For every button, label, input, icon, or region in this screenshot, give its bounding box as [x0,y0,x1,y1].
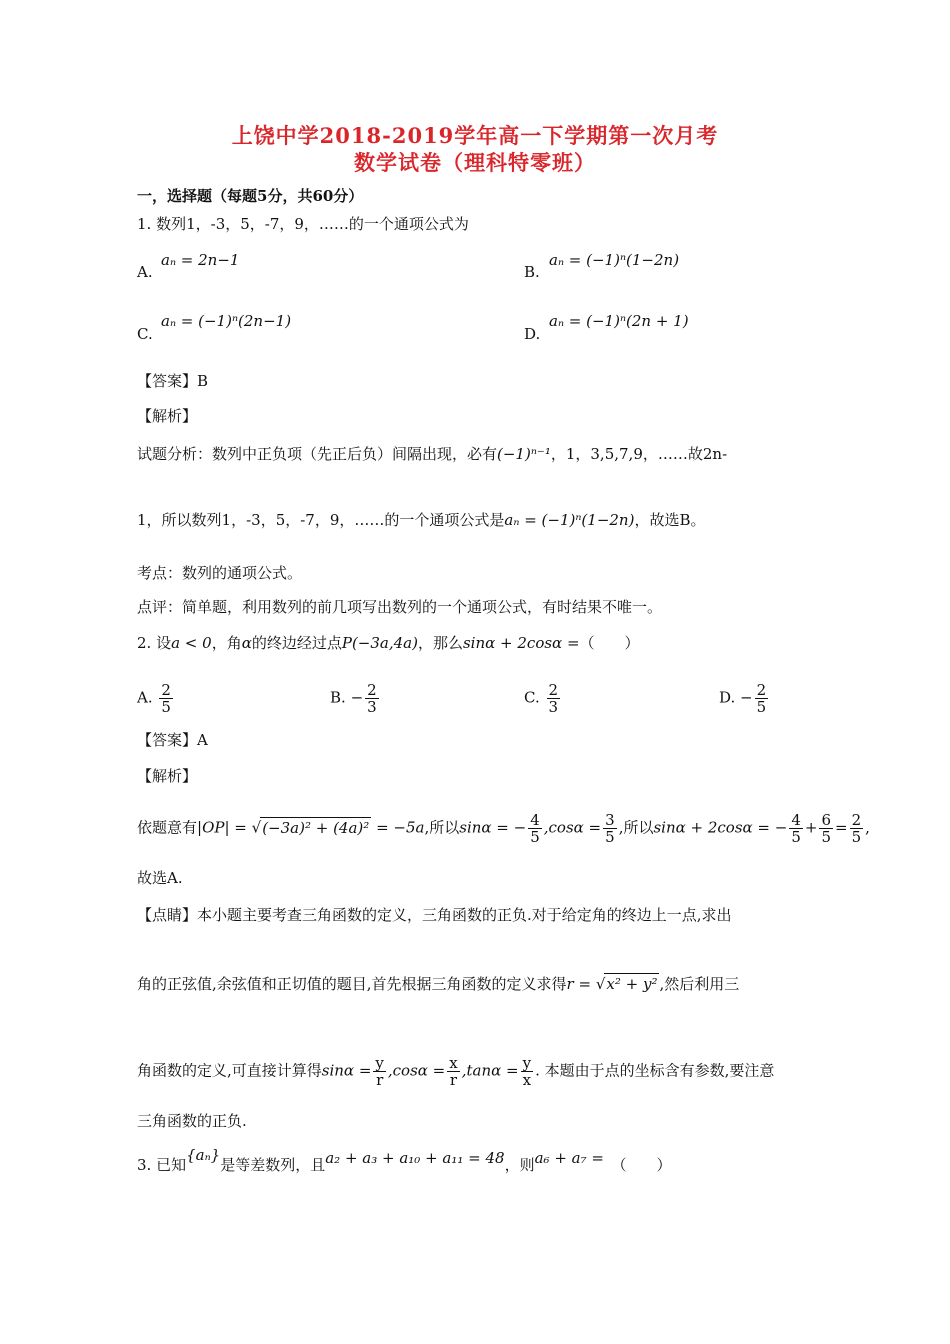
q1-analysis-1a: 试题分析：数列中正负项（先正后负）间隔出现，必有 [137,445,498,463]
q2-dianjing-line-2: 角的正弦值,余弦值和正切值的题目,首先根据三角函数的定义求得r = √x² + y² ,然后利用三 [137,975,740,993]
q2-dj3-frac-2 [447,1055,459,1088]
q1-kaodian: 考点：数列的通项公式。 [137,564,303,582]
denominator: r [376,1071,384,1089]
q3-stem-math-3: a₆ + a₇ = [534,1149,604,1167]
q2-guxuan: 故选A. [137,869,183,887]
denominator: 5 [821,828,832,846]
denominator: 5 [605,828,615,846]
numerator: 2 [367,681,377,699]
q2-dj3-frac-3 [521,1055,533,1088]
numerator: y [375,1054,384,1072]
q2-option-c-label: C. [524,688,540,707]
q3-stem-2: 是等差数列，且 [220,1156,326,1174]
q2-frac-1 [528,812,542,845]
numerator: 4 [791,811,801,829]
q1-stem: 1. 数列1，-3，5，-7，9，……的一个通项公式为 [137,215,469,233]
q1-analysis-line-2 [137,510,705,530]
q2-option-d: D. − $\frac{2}{5}$ [719,681,767,716]
q2-stem-3: 的终边经过点 [251,634,342,652]
denominator: 5 [791,828,801,846]
q2-frac-5 [850,812,864,845]
q2-dj3-frac-1 [373,1055,385,1088]
q3-stem-4: （ ） [618,1156,672,1174]
q2-option-a-fraction [159,682,173,715]
denominator: 5 [161,698,171,716]
q2-option-b: B. − $\frac{2}{3}$ [330,681,377,716]
denominator: 5 [851,828,862,846]
q2-option-d-label: D. [719,688,736,707]
denominator: 3 [367,698,377,716]
denominator: x [522,1071,532,1089]
denominator: 5 [756,698,767,716]
q3-stem [137,1146,672,1175]
q2-cos-math: ,cosα = [543,818,602,837]
q2-answer: 【答案】A [137,731,208,749]
q3-stem-3: ，则 [504,1156,535,1174]
q2-analysis-line-1: 依题意有|OP| = √(−3a)² + (4a)² = −5a,所以sinα = − $\frac{4}{5}$ ,cosα = $\frac{3}{5}$ ,所以sinα + 2cosα = − $\frac{4}{5}$ + $\frac{6}{5}$ = $\frac{2}{5}$ , [137,811,870,846]
q1-analysis-2a: 1，所以数列1，-3，5，-7，9，……的一个通项公式是 [137,511,505,529]
numerator: 2 [756,681,767,699]
q2-frac-3 [789,812,803,845]
numerator: 3 [605,811,615,829]
q2-op-math: |OP| = [197,818,247,837]
q2-a3: ,所以 [618,818,654,837]
numerator: 2 [548,681,559,699]
q2-stem-4: ，那么 [417,634,463,652]
q2-stem-2: ，角 [211,634,242,652]
q1-dianping: 点评：简单题，利用数列的前几项写出数列的一个通项公式，有时结果不唯一。 [137,598,663,616]
q2-stem-math-1: a < 0 [171,634,212,652]
q2-option-b-fraction [365,682,379,715]
q2-sqrt-math: (−3a)² + (4a)² [262,818,370,837]
q2-a4: , [865,818,870,837]
q2-sum-math: sinα + 2cosα = − [653,818,788,837]
q2-stem [137,633,640,653]
q2-frac-4 [819,812,833,845]
q2-dj3a: 角函数的定义,可直接计算得 [137,1061,322,1080]
q2-a1: 依题意有 [137,818,198,837]
q2-dj2b: ,然后利用三 [659,975,740,993]
q2-option-b-label: B. [330,688,346,707]
title-line-1: 上饶中学2018-2019学年高一下学期第一次月考 [231,123,719,148]
q2-a2: ,所以 [424,818,460,837]
q2-dj2a: 角的正弦值,余弦值和正切值的题目,首先根据三角函数的定义求得 [137,975,567,993]
q1-analysis-2b: ，故选B。 [634,511,706,529]
q2-stem-5: （ ） [579,634,640,652]
q3-stem-math-2: a₂ + a₃ + a₁₀ + a₁₁ = 48 [325,1149,505,1167]
q2-stem-math-2: α [241,634,252,652]
q2-eq-math: = −5a [376,818,425,837]
numerator: 4 [530,811,540,829]
q3-stem-math-1: {aₙ} [186,1146,221,1164]
q2-option-a [137,682,175,715]
q2-dj3-sin: sinα = [321,1061,372,1080]
q1-analysis-1-math: (−1)ⁿ⁻¹ [497,445,551,463]
q2-stem-math-4: sinα + 2cosα = [462,634,580,652]
q1-option-b-label: B. [524,263,540,281]
q2-dianjing-line-4: 三角函数的正负. [137,1112,247,1130]
q1-answer: 【答案】B [137,372,209,390]
denominator: 5 [530,828,540,846]
numerator: 2 [161,681,171,699]
q1-option-a: aₙ = 2n−1 [161,251,240,269]
numerator: 6 [821,811,832,829]
q1-analysis-line-1 [137,444,727,464]
q2-frac-2 [603,812,617,845]
q2-analysis-heading: 【解析】 [137,767,198,785]
q1-option-d-label: D. [524,325,541,343]
q1-option-c-label: C. [137,325,153,343]
q2-stem-1: 2. 设 [137,634,172,652]
numerator: 2 [851,811,862,829]
q2-dianjing-line-3 [137,1055,774,1088]
q3-stem-1: 3. 已知 [137,1156,187,1174]
q2-dj3b: . 本题由于点的坐标含有参数,要注意 [535,1061,775,1080]
q2-sin-math: sinα = − [459,818,527,837]
q2-dj2-sqrt: x² + y² [606,975,658,993]
q2-option-a-label: A. [137,688,153,707]
title-line-2: 数学试卷（理科特零班） [354,150,596,175]
q1-option-d: aₙ = (−1)ⁿ(2n + 1) [549,312,689,330]
q2-option-c [524,682,562,715]
q2-dj3-tan: ,tanα = [461,1061,519,1080]
q1-analysis-1b: ，1，3,5,7,9，……故2n- [550,445,728,463]
q2-dj2-math: r = [566,975,592,993]
q1-analysis-2-math: aₙ = (−1)ⁿ(1−2n) [504,511,635,529]
denominator: r [449,1071,458,1089]
q2-option-d-fraction [755,682,769,715]
q1-analysis-heading: 【解析】 [137,407,198,425]
q1-option-b: aₙ = (−1)ⁿ(1−2n) [549,251,680,269]
q1-option-a-label: A. [137,263,153,281]
q2-plus: + [804,818,818,837]
q1-option-c: aₙ = (−1)ⁿ(2n−1) [161,312,292,330]
numerator: y [522,1054,532,1072]
section-heading: 一，选择题（每题5分，共60分） [137,187,364,205]
q2-eq2: = [835,818,848,837]
q2-dianjing-line-1: 【点睛】本小题主要考查三角函数的定义，三角函数的正负.对于给定角的终边上一点,求出 [137,906,732,924]
q2-stem-math-3: P(−3a,4a) [341,634,418,652]
denominator: 3 [548,698,559,716]
numerator: x [449,1054,458,1072]
q2-option-c-fraction [547,682,561,715]
q2-dj3-cos: ,cosα = [387,1061,446,1080]
